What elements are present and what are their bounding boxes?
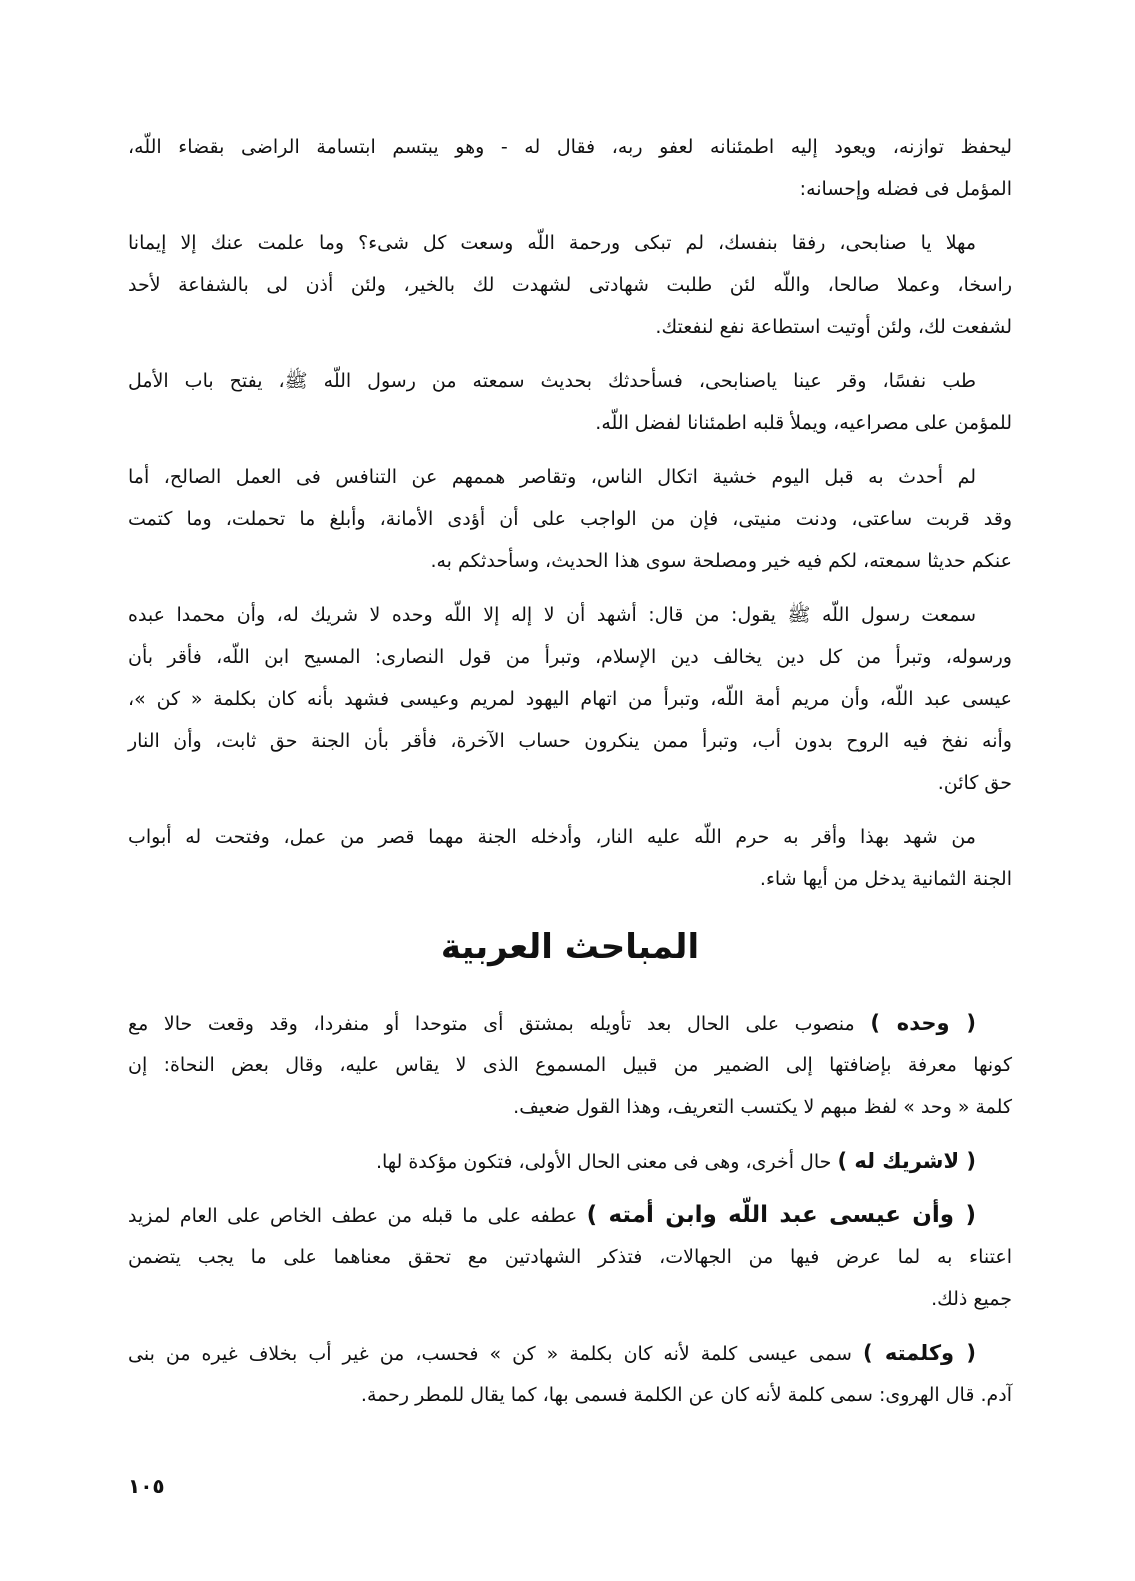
text-line <box>128 1194 1012 1236</box>
text-line <box>128 1332 1012 1374</box>
text-line: وأنه نفخ فيه الروح بدون أب، وتبرأ ممن ينكرون حساب الآخرة، فأقر بأن الجنة حق ثابت، وأن النار <box>128 730 1012 752</box>
text-line: وقد قربت ساعتى، ودنت منيتى، فإن من الواجب على أن أؤدى الأمانة، وأبلغ ما تحملت، وما كتمت <box>128 508 1012 530</box>
note-term: ( وكلمته ) <box>862 1341 976 1365</box>
note-text: عطفه على ما قبله من عطف الخاص على العام لمزيد <box>128 1205 587 1227</box>
page-number: ١٠٥ <box>128 1474 165 1498</box>
text-line: من شهد بهذا وأقر به حرم اللّه عليه النار، وأدخله الجنة مهما قصر من عمل، وفتحت له أبواب <box>128 826 976 848</box>
text-line: للمؤمن على مصراعيه، ويملأ قلبه اطمئنانا لفضل اللّه. <box>595 412 1012 434</box>
grammar-note <box>128 1194 1012 1320</box>
text-line <box>128 1140 1012 1182</box>
note-term: ( لاشريك له ) <box>837 1149 976 1173</box>
paragraph <box>128 456 1012 582</box>
text-line: لم أحدث به قبل اليوم خشية اتكال الناس، وتقاصر هممهم عن التنافس فى العمل الصالح، أما <box>128 466 976 488</box>
text-line: المؤمل فى فضله وإحسانه: <box>799 178 1012 200</box>
text-line: حق كائن. <box>937 772 1012 794</box>
section-heading: المباحث العربية <box>440 927 700 967</box>
book-page-text <box>128 126 1012 1428</box>
text-line: اعتناء به لما عرض فيها من الجهالات، فتذكر الشهادتين مع تحقق معناهما على ما يجب يتضمن <box>128 1246 1012 1268</box>
note-text: حال أخرى، وهى فى معنى الحال الأولى، فتكون مؤكدة لها. <box>375 1151 838 1173</box>
text-line: راسخا، وعملا صالحا، واللّه لئن طلبت شهادتى لشهدت لك بالخير، ولئن أذن لى بالشفاعة لأحد <box>128 274 1012 296</box>
text-line: ورسوله، وتبرأ من كل دين يخالف دين الإسلام، وتبرأ من قول النصارى: المسيح ابن اللّه، فأقر بأن <box>128 646 1012 668</box>
note-text: منصوب على الحال بعد تأويله بمشتق أى متوحدا أو منفردا، وقد وقعت حالا مع <box>128 1013 871 1035</box>
paragraph <box>128 126 1012 210</box>
grammar-note <box>128 1140 1012 1182</box>
grammar-note <box>128 1332 1012 1416</box>
paragraph <box>128 360 1012 444</box>
text-line: ليحفظ توازنه، ويعود إليه اطمئنانه لعفو ربه، فقال له - وهو يبتسم ابتسامة الراضى بقضاء اللّه، <box>128 136 1012 158</box>
paragraph <box>128 816 1012 900</box>
text-line <box>128 1002 1012 1044</box>
paragraph <box>128 222 1012 348</box>
text-line: كونها معرفة بإضافتها إلى الضمير من قبيل المسموع الذى لا يقاس عليه، وقال بعض النحاة: إن <box>128 1054 1012 1076</box>
note-term: ( وحده ) <box>870 1011 976 1035</box>
text-line: عنكم حديثا سمعته، لكم فيه خير ومصلحة سوى هذا الحديث، وسأحدثكم به. <box>430 550 1012 572</box>
text-line: سمعت رسول اللّه ﷺ يقول: من قال: أشهد أن لا إله إلا اللّه وحده لا شريك له، وأن محمدا عبده <box>128 604 976 626</box>
note-text: سمى عيسى كلمة لأنه كان بكلمة « كن » فحسب، من غير أب بخلاف غيره من بنى <box>128 1343 863 1365</box>
text-line: جميع ذلك. <box>931 1288 1012 1310</box>
paragraph <box>128 594 1012 804</box>
note-term: ( وأن عيسى عبد اللّه وابن أمته ) <box>586 1202 976 1228</box>
grammar-note <box>128 1002 1012 1128</box>
text-line: عيسى عبد اللّه، وأن مريم أمة اللّه، وتبرأ من اتهام اليهود لمريم وعيسى فشهد بأنه كان بكلمة « كن »، <box>128 688 1012 710</box>
text-line: مهلا يا صنابحى، رفقا بنفسك، لم تبكى ورحمة اللّه وسعت كل شىء؟ وما علمت عنك إلا إيمانا <box>128 232 976 254</box>
narrative-section <box>128 126 1012 900</box>
text-line: آدم. قال الهروى: سمى كلمة لأنه كان عن الكلمة فسمى بها، كما يقال للمطر رحمة. <box>360 1384 1012 1406</box>
text-line: الجنة الثمانية يدخل من أيها شاء. <box>759 868 1012 890</box>
text-line: لشفعت لك، ولئن أوتيت استطاعة نفع لنفعتك. <box>655 316 1012 338</box>
grammar-notes-section <box>128 1002 1012 1416</box>
text-line: كلمة « وحد » لفظ مبهم لا يكتسب التعريف، وهذا القول ضعيف. <box>513 1096 1012 1118</box>
text-line: طب نفسًا، وقر عينا ياصنابحى، فسأحدثك بحديث سمعته من رسول اللّه ﷺ، يفتح باب الأمل <box>128 370 976 392</box>
